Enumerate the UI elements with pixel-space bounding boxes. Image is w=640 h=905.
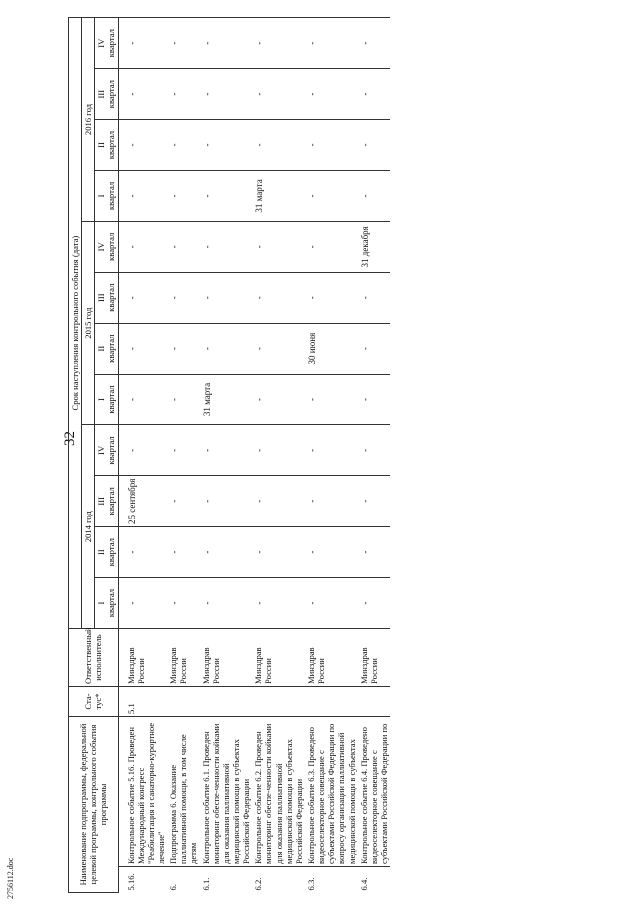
quarter-value: - [200, 527, 253, 578]
header-name: Наименование подпрограммы, федеральной целевой программы, контрольного события программы [69, 717, 119, 893]
header-executor: Ответственный исполнитель [69, 629, 119, 687]
header-year-2016: 2016 год [82, 18, 95, 222]
quarter-value: - [200, 221, 253, 272]
quarter-value: - [167, 374, 199, 425]
row-status [252, 687, 305, 717]
quarter-value: - [200, 170, 253, 221]
quarter-word: квартал [106, 334, 117, 363]
quarter-value: - [125, 221, 168, 272]
quarter-value: - [125, 527, 168, 578]
quarter-numeral: III [96, 496, 107, 506]
quarter-numeral: IV [96, 242, 107, 252]
row-executor: Минздрав России [358, 629, 390, 687]
row-executor: Минздрав России [305, 629, 358, 687]
quarter-numeral: I [96, 601, 107, 605]
header-quarter-cell [95, 374, 118, 425]
row-executor: Минздрав России [167, 629, 199, 687]
quarter-numeral: IV [96, 445, 107, 455]
table-row [125, 18, 168, 893]
quarter-value: - [358, 272, 390, 323]
table-row [358, 18, 390, 893]
document-file-code: 2756112.doc [6, 857, 15, 899]
quarter-value: - [252, 578, 305, 629]
quarter-value: - [252, 69, 305, 120]
quarter-value: - [125, 425, 168, 476]
quarter-numeral: IV [96, 38, 107, 48]
quarter-value: - [167, 221, 199, 272]
header-quarter-cell [95, 272, 118, 323]
quarter-numeral: II [96, 549, 107, 556]
table-body [118, 18, 390, 893]
quarter-word: квартал [106, 80, 117, 109]
quarter-value: - [252, 120, 305, 171]
quarter-value: 25 сентября [125, 476, 168, 527]
quarter-value: - [358, 120, 390, 171]
row-name: Контрольное событие 6.2. Проведен мониторинг обеспе-ченности койками для оказания паллиативной медицинской помощи в субъектах Российской Федерации [252, 717, 305, 867]
quarter-numeral: I [96, 398, 107, 401]
quarter-value: - [305, 425, 358, 476]
row-number: 6. [167, 867, 199, 893]
control-events-table [68, 17, 390, 893]
row-status [200, 687, 253, 717]
row-status: 5.1 [125, 687, 168, 717]
quarter-value: 31 декабря [358, 221, 390, 272]
page-number: 32 [62, 431, 78, 446]
quarter-value: - [200, 425, 253, 476]
quarter-value: - [252, 18, 305, 69]
quarter-value: - [200, 476, 253, 527]
quarter-value: - [358, 69, 390, 120]
quarter-word: квартал [106, 181, 117, 211]
quarter-value: - [125, 18, 168, 69]
quarter-value: - [305, 374, 358, 425]
quarter-word: квартал [106, 538, 117, 567]
quarter-value: - [200, 323, 253, 374]
quarter-word: квартал [106, 29, 117, 58]
quarter-value: - [167, 18, 199, 69]
quarter-value: - [200, 272, 253, 323]
quarter-value: - [167, 170, 199, 221]
row-executor: Минздрав России [200, 629, 253, 687]
row-status [358, 687, 390, 717]
row-number: 5.16. [125, 867, 168, 893]
quarter-value: - [167, 272, 199, 323]
row-status [167, 687, 199, 717]
quarter-value: - [125, 374, 168, 425]
header-quarter-cell [95, 323, 118, 374]
quarter-numeral: II [96, 345, 107, 352]
quarter-value: - [305, 578, 358, 629]
header-quarter-cell [95, 69, 118, 120]
quarter-value: - [305, 18, 358, 69]
quarter-word: квартал [106, 436, 117, 465]
header-year-2015: 2015 год [82, 221, 95, 425]
quarter-value: - [358, 425, 390, 476]
quarter-value: - [305, 272, 358, 323]
header-status: Ста-тус* [69, 687, 119, 717]
quarter-value: - [200, 578, 253, 629]
quarter-value: - [125, 170, 168, 221]
quarter-word: квартал [106, 385, 117, 414]
quarter-value: - [252, 221, 305, 272]
quarter-value: - [305, 221, 358, 272]
header-quarter-cell [95, 476, 118, 527]
quarter-value: - [200, 120, 253, 171]
quarter-value: - [358, 527, 390, 578]
table-header [69, 18, 119, 893]
quarter-value: - [125, 69, 168, 120]
header-quarter-cell [95, 578, 118, 629]
row-name: Контрольное событие 6.3. Проведено видеоселекторное совещание с субъектами Российской Федерации по вопросу организации паллиативной медицинской помощи в субъектах [305, 717, 358, 867]
quarter-value: - [305, 69, 358, 120]
quarter-value: - [252, 425, 305, 476]
quarter-value: - [305, 170, 358, 221]
quarter-word: квартал [106, 130, 117, 160]
quarter-value: 31 марта [200, 374, 253, 425]
row-executor: Минздрав России [125, 629, 168, 687]
quarter-numeral: III [96, 89, 107, 99]
row-name: Контрольное событие 6.4. Проведено видеоселекторное совещание с субъектами Российской Федерации по [358, 717, 390, 867]
quarter-word: квартал [106, 487, 117, 516]
quarter-value: 30 июня [305, 323, 358, 374]
row-name: Контрольное событие 6.1. Проведен мониторинг обеспе-ченности койками для оказания паллиативной медицинской помощи в субъектах Российской Федерации [200, 717, 253, 867]
quarter-value: - [252, 527, 305, 578]
quarter-numeral: II [96, 142, 107, 148]
row-name: Подпрограмма 6. Оказание паллиативной помощи, в том числе детям [167, 717, 199, 867]
row-status [305, 687, 358, 717]
quarter-word: квартал [106, 232, 117, 261]
quarter-value: - [358, 374, 390, 425]
header-quarter-cell [95, 120, 118, 171]
header-quarter-cell [95, 221, 118, 272]
quarter-value: - [167, 527, 199, 578]
quarter-value: - [167, 578, 199, 629]
quarter-value: - [167, 323, 199, 374]
quarter-value: - [252, 272, 305, 323]
row-number: 6.4. [358, 867, 390, 893]
row-name: Контрольное событие 5.16. Проведен Международный конгресс "Реабилитация и санаторно-курортное лечение" [125, 717, 168, 867]
header-deadline: Срок наступления контрольного события (дата) [69, 18, 82, 629]
quarter-value: - [125, 323, 168, 374]
quarter-value: - [125, 272, 168, 323]
quarter-value: - [358, 578, 390, 629]
quarter-value: - [167, 69, 199, 120]
quarter-value: - [167, 425, 199, 476]
quarter-value: - [358, 170, 390, 221]
row-number: 6.3. [305, 867, 358, 893]
quarter-value: - [305, 527, 358, 578]
rotated-table-area [68, 18, 618, 893]
quarter-word: квартал [106, 588, 117, 618]
header-quarter-cell [95, 527, 118, 578]
quarter-value: - [252, 374, 305, 425]
header-quarter-cell [95, 170, 118, 221]
quarter-value: - [167, 120, 199, 171]
quarter-value: - [358, 18, 390, 69]
quarter-value: - [200, 18, 253, 69]
quarter-word: квартал [106, 283, 117, 312]
row-number: 6.1. [200, 867, 253, 893]
header-quarter-cell [95, 425, 118, 476]
quarter-numeral: III [96, 293, 107, 303]
quarter-value: - [305, 120, 358, 171]
header-quarter-cell [95, 18, 118, 69]
row-number: 6.2. [252, 867, 305, 893]
quarter-value: - [252, 476, 305, 527]
quarter-value: - [305, 476, 358, 527]
quarter-value: - [358, 323, 390, 374]
header-year-2014: 2014 год [82, 425, 95, 629]
quarter-value: - [125, 578, 168, 629]
quarter-value: - [252, 323, 305, 374]
table-row [200, 18, 253, 893]
quarter-value: - [125, 120, 168, 171]
quarter-value: 31 марта [252, 170, 305, 221]
quarter-numeral: I [96, 194, 107, 198]
quarter-value: - [167, 476, 199, 527]
table-row [252, 18, 305, 893]
quarter-value: - [358, 476, 390, 527]
table-row [167, 18, 199, 893]
row-executor: Минздрав России [252, 629, 305, 687]
table-row [305, 18, 358, 893]
quarter-value: - [200, 69, 253, 120]
